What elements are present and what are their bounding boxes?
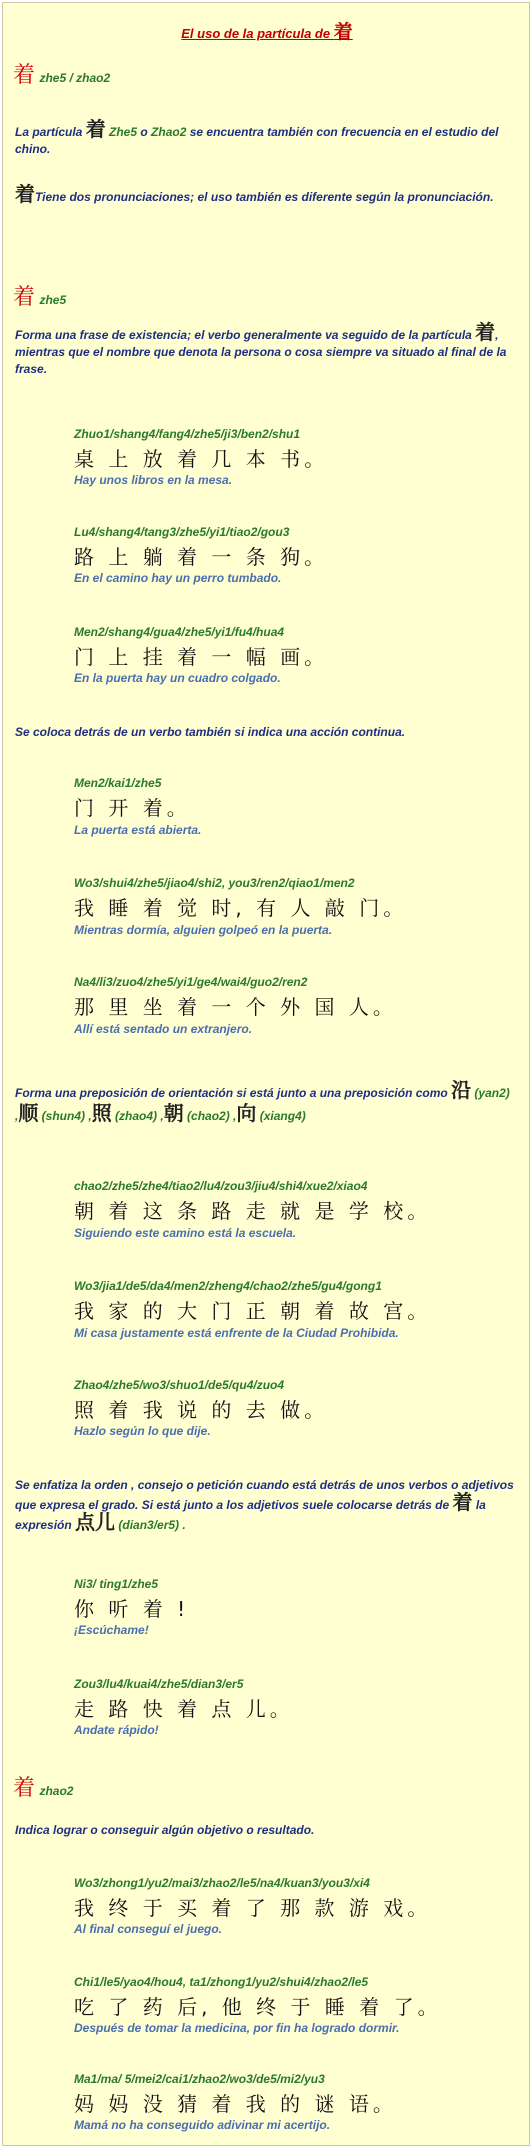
result-paragraph xyxy=(15,1822,515,1839)
p2-text: Tiene dos pronunciaciones; el uso también es diferente según la pronunciación. xyxy=(35,190,494,204)
section-heading-zhao2 xyxy=(13,1771,73,1802)
example-hanzi: 我 终 于 买 着 了 那 款 游 戏。 xyxy=(74,1896,432,1920)
p1-char: 着 xyxy=(85,119,106,141)
orientation-paragraph xyxy=(15,1081,515,1127)
p5-p4: (chao2) , xyxy=(183,1109,237,1123)
p2-char: 着 xyxy=(15,184,35,206)
example-translation: Después de tomar la medicina, por fin ha logrado dormir. xyxy=(74,2021,400,2035)
p5-c3: 照 xyxy=(91,1103,112,1125)
example-pinyin: Zou3/lu4/kuai4/zhe5/dian3/er5 xyxy=(74,1677,244,1691)
example-pinyin: Na4/li3/zuo4/zhe5/yi1/ge4/wai4/guo2/ren2 xyxy=(74,975,308,989)
p5-c1: 沿 xyxy=(451,1080,472,1102)
p6-char: 着 xyxy=(452,1492,473,1514)
p3-char: 着 xyxy=(475,322,496,344)
p4-text: Se coloca detrás de un verbo también si indica una acción continua. xyxy=(15,725,406,739)
example-pinyin: Wo3/jia1/de5/da4/men2/zheng4/chao2/zhe5/gu4/gong1 xyxy=(74,1279,382,1293)
example-hanzi: 我 家 的 大 门 正 朝 着 故 宫。 xyxy=(74,1299,432,1323)
p5-p1: (yan2) , xyxy=(15,1086,510,1123)
p3-b: , mientras que el nombre que denota la persona o cosa siempre va situado al final de la frase. xyxy=(15,328,507,376)
p1-a: La partícula xyxy=(15,125,86,139)
example-hanzi: 桌 上 放 着 几 本 书。 xyxy=(74,447,329,471)
p3-a: Forma una frase de existencia; el verbo generalmente va seguido de la partícula xyxy=(15,328,476,342)
p5-p5: (xiang4) xyxy=(256,1109,306,1123)
example-hanzi: 那 里 坐 着 一 个 外 国 人。 xyxy=(74,995,397,1019)
p5-a: Forma una preposición de orientación si está junto a una preposición como xyxy=(15,1086,452,1100)
example-pinyin: Zhuo1/shang4/fang4/zhe5/ji3/ben2/shu1 xyxy=(74,427,301,441)
section-char: 着 xyxy=(13,1776,36,1801)
example-translation: Mientras dormía, alguien golpeó en la puerta. xyxy=(74,923,333,937)
example-hanzi: 照 着 我 说 的 去 做。 xyxy=(74,1398,329,1422)
emphasis-paragraph xyxy=(15,1476,515,1534)
p1-e: se encuentra también con frecuencia en el estudio del chino. xyxy=(15,125,499,156)
p6-b: la expresión xyxy=(15,1498,486,1532)
p6-a: Se enfatiza la orden , consejo o petición cuando está detrás de unos verbos o adjetivos que expresa el grado. Si está junto a los adjetivos suele colocarse detrás de xyxy=(15,1478,514,1512)
p1-d: Zhao2 xyxy=(151,125,187,139)
p1-b: Zhe5 xyxy=(105,125,138,139)
example-hanzi: 我 睡 着 觉 时, 有 人 敲 门。 xyxy=(74,896,408,920)
existence-paragraph xyxy=(15,322,515,378)
example-pinyin: Men2/shang4/gua4/zhe5/yi1/fu4/hua4 xyxy=(74,625,285,639)
example-pinyin: Men2/kai1/zhe5 xyxy=(74,776,162,790)
title-text: El uso de la partícula de xyxy=(181,26,331,41)
example-translation: En la puerta hay un cuadro colgado. xyxy=(74,671,281,685)
section-pinyin: zhe5 xyxy=(39,293,67,307)
example-pinyin: Wo3/shui4/zhe5/jiao4/shi2, you3/ren2/qiao1/men2 xyxy=(74,876,355,890)
p6-c2: 点儿 xyxy=(75,1512,116,1534)
example-hanzi: 门 开 着。 xyxy=(74,796,191,820)
example-hanzi: 吃 了 药 后, 他 终 于 睡 着 了。 xyxy=(74,1995,442,2019)
example-hanzi: 朝 着 这 条 路 走 就 是 学 校。 xyxy=(74,1199,432,1223)
section-pinyin: zhe5 / zhao2 xyxy=(39,71,111,85)
section-char: 着 xyxy=(13,285,36,310)
page-title xyxy=(3,17,531,44)
p1-c: o xyxy=(137,125,152,139)
p5-c2: 顺 xyxy=(18,1103,39,1125)
example-pinyin: Wo3/zhong1/yu2/mai3/zhao2/le5/na4/kuan3/you3/xi4 xyxy=(74,1876,370,1890)
example-pinyin: Ma1/ma/ 5/mei2/cai1/zhao2/wo3/de5/mi2/yu3 xyxy=(74,2072,325,2086)
example-hanzi: 你 听 着 ! xyxy=(74,1597,190,1621)
example-translation: Mamá no ha conseguido adivinar mi acertijo. xyxy=(74,2118,331,2132)
example-pinyin: Chi1/le5/yao4/hou4, ta1/zhong1/yu2/shui4/zhao2/le5 xyxy=(74,1975,369,1989)
p5-p3: (zhao4) , xyxy=(111,1109,164,1123)
section-heading-zhe-zhao xyxy=(13,58,110,89)
page xyxy=(2,2,530,2146)
example-translation: La puerta está abierta. xyxy=(74,823,202,837)
section-pinyin: zhao2 xyxy=(39,1784,74,1798)
example-translation: Siguiendo este camino está la escuela. xyxy=(74,1226,297,1240)
example-translation: En el camino hay un perro tumbado. xyxy=(74,571,282,585)
p5-c4: 朝 xyxy=(163,1103,184,1125)
example-pinyin: Ni3/ ting1/zhe5 xyxy=(74,1577,159,1591)
continuous-action-paragraph xyxy=(15,724,515,741)
title-char: 着 xyxy=(333,22,353,43)
example-hanzi: 路 上 躺 着 一 条 狗。 xyxy=(74,545,329,569)
intro-paragraph xyxy=(15,119,515,158)
p5-c5: 向 xyxy=(236,1103,257,1125)
example-pinyin: chao2/zhe5/zhe4/tiao2/lu4/zou3/jiu4/shi4/xue2/xiao4 xyxy=(74,1179,368,1193)
example-translation: Al final conseguí el juego. xyxy=(74,1922,223,1936)
section-heading-zhe5 xyxy=(13,280,66,311)
example-translation: Mi casa justamente está enfrente de la Ciudad Prohibida. xyxy=(74,1326,399,1340)
section-char: 着 xyxy=(13,63,36,88)
example-translation: Andate rápido! xyxy=(74,1723,159,1737)
example-hanzi: 走 路 快 着 点 儿。 xyxy=(74,1697,294,1721)
p5-p2: (shun4) , xyxy=(38,1109,92,1123)
pronunciations-paragraph xyxy=(15,184,515,206)
example-hanzi: 妈 妈 没 猜 着 我 的 谜 语。 xyxy=(74,2092,397,2116)
example-pinyin: Lu4/shang4/tang3/zhe5/yi1/tiao2/gou3 xyxy=(74,525,290,539)
p6-c: (dian3/er5) . xyxy=(115,1518,186,1532)
example-hanzi: 门 上 挂 着 一 幅 画。 xyxy=(74,645,329,669)
example-translation: Hay unos libros en la mesa. xyxy=(74,473,233,487)
example-translation: Allí está sentado un extranjero. xyxy=(74,1022,253,1036)
example-translation: ¡Escúchame! xyxy=(74,1623,149,1637)
example-translation: Hazlo según lo que dije. xyxy=(74,1424,211,1438)
p7-text: Indica lograr o conseguir algún objetivo o resultado. xyxy=(15,1823,315,1837)
example-pinyin: Zhao4/zhe5/wo3/shuo1/de5/qu4/zuo4 xyxy=(74,1378,285,1392)
